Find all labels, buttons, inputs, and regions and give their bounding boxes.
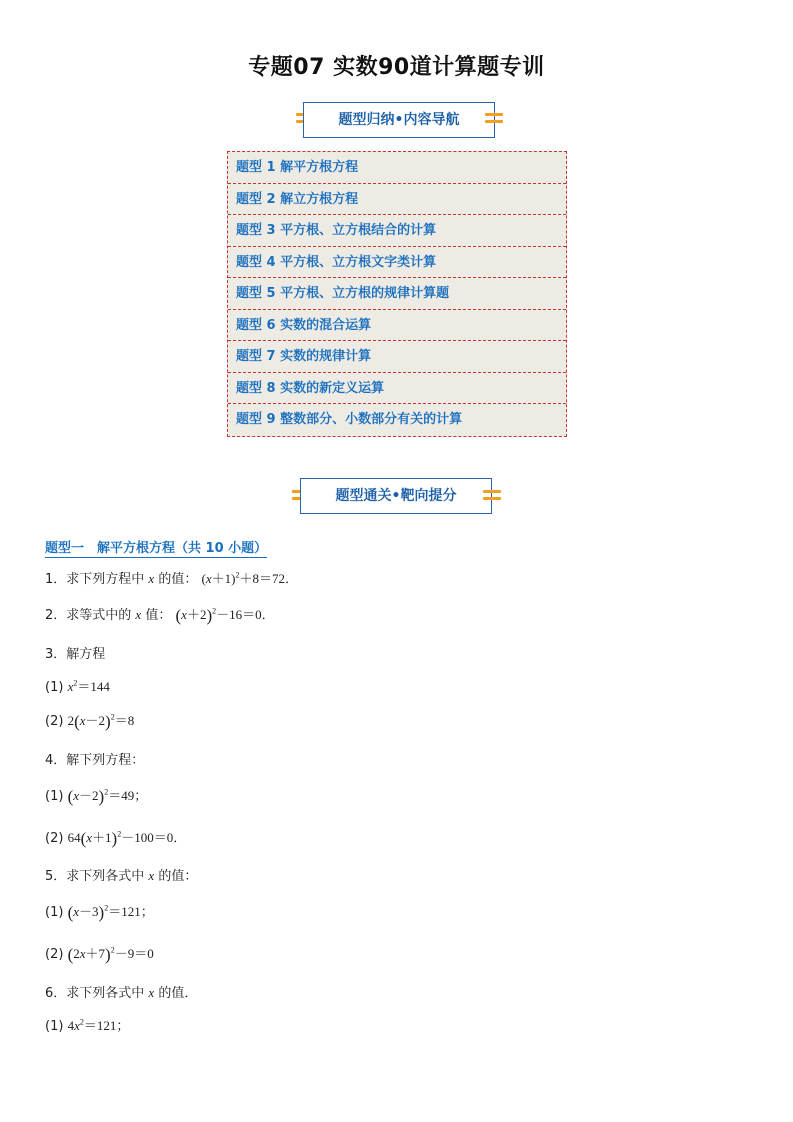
toc-item[interactable]: 题型 7 实数的规律计算 <box>228 341 566 373</box>
nav-banner-label: 题型归纳•内容导航 <box>338 112 460 128</box>
practice-banner-label: 题型通关•靶向提分 <box>335 488 457 504</box>
var-x: x <box>148 985 155 1000</box>
question-4-part-2: (2) $64(x+1)^2-100=0$． <box>45 829 187 848</box>
section-heading: 题型一 解平方根方程（共 10 小题） <box>45 537 267 558</box>
question-2: 2．求等式中的 x 值： $(x+2)^2-16=0$． <box>45 606 275 625</box>
practice-banner <box>300 478 492 514</box>
equation: $(x-2)^2=49$； <box>67 787 148 806</box>
question-1: 1．求下列方程中 x 的值： $(x+1)^2+8=72$． <box>45 570 298 587</box>
question-3: 3．解方程 <box>45 647 106 662</box>
banner-right-deco-icon <box>485 113 503 127</box>
var-x: x <box>135 607 142 622</box>
toc-item[interactable]: 题型 2 解立方根方程 <box>228 184 566 216</box>
question-4: 4．解下列方程： <box>45 753 145 768</box>
question-4-part-1: (1) $(x-2)^2=49$； <box>45 787 148 806</box>
equation: $(x+2)^2-16=0$． <box>175 606 275 625</box>
equation: $(x-3)^2=121$； <box>67 903 154 922</box>
question-5-part-1: (1) $(x-3)^2=121$； <box>45 903 154 922</box>
toc-box <box>227 151 567 437</box>
toc-item[interactable]: 题型 1 解平方根方程 <box>228 152 566 184</box>
page-title: 专题07 实数90道计算题专训 <box>248 55 545 80</box>
banner-right-deco-icon <box>483 490 501 504</box>
question-3-part-2: (2) $2(x-2)^2=8$ <box>45 712 135 731</box>
question-5-part-2: (2) $(2x+7)^2-9=0$ <box>45 945 154 964</box>
toc-item[interactable]: 题型 4 平方根、立方根文字类计算 <box>228 247 566 279</box>
question-3-part-1: (1) $x^2=144$ <box>45 678 110 695</box>
var-x: x <box>148 571 155 586</box>
equation: $x^2=144$ <box>67 678 110 694</box>
equation: $(x+1)^2+8=72$． <box>201 570 298 586</box>
toc-item[interactable]: 题型 5 平方根、立方根的规律计算题 <box>228 278 566 310</box>
equation: $2(x-2)^2=8$ <box>67 712 135 731</box>
equation: $64(x+1)^2-100=0$． <box>67 829 187 848</box>
question-5: 5．求下列各式中 x 的值： <box>45 868 198 884</box>
toc-item[interactable]: 题型 6 实数的混合运算 <box>228 310 566 342</box>
equation: $(2x+7)^2-9=0$ <box>67 945 154 964</box>
equation: $4x^2=121$； <box>67 1017 130 1033</box>
question-6-part-1: (1) $4x^2=121$； <box>45 1017 130 1034</box>
nav-banner <box>303 102 495 138</box>
toc-item[interactable]: 题型 3 平方根、立方根结合的计算 <box>228 215 566 247</box>
toc-item[interactable]: 题型 9 整数部分、小数部分有关的计算 <box>236 412 463 427</box>
question-6: 6．求下列各式中 x 的值． <box>45 985 198 1001</box>
var-x: x <box>148 868 155 883</box>
toc-item[interactable]: 题型 8 实数的新定义运算 <box>228 373 566 405</box>
